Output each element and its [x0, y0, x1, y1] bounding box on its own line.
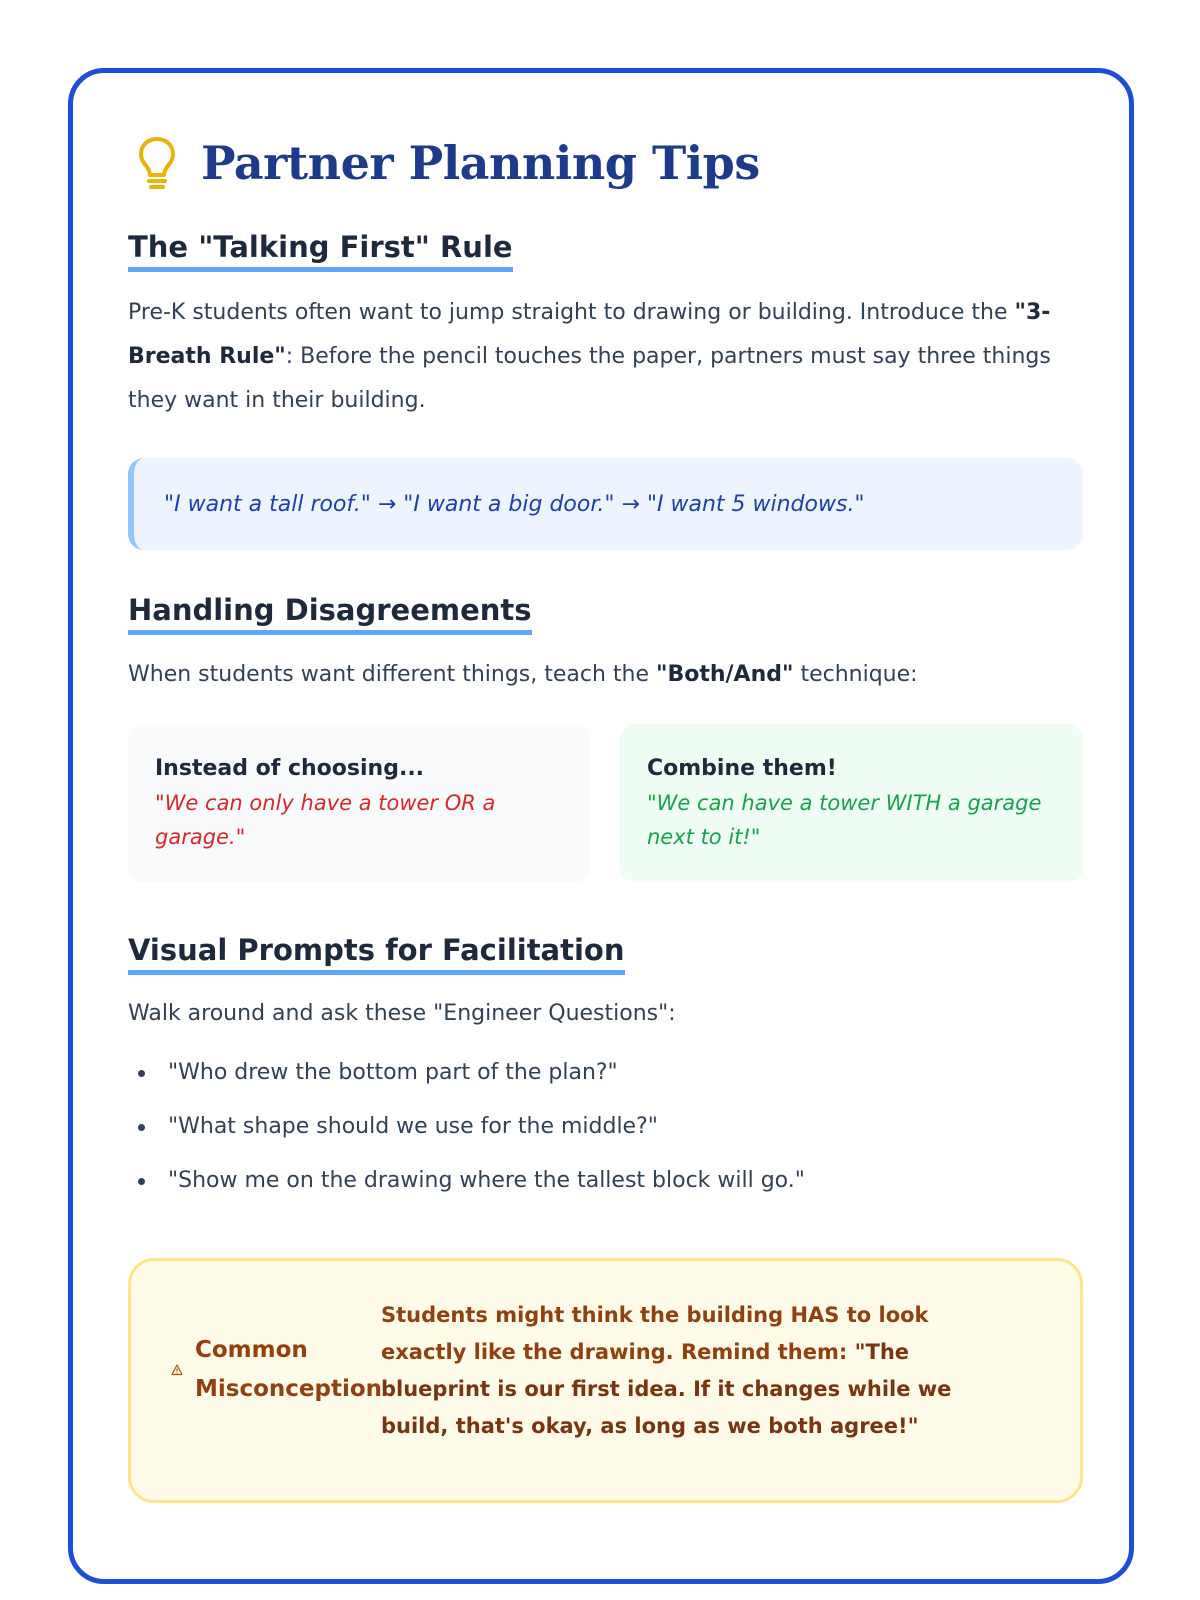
combine-text: "We can have a tower WITH a garage next to it!" [647, 791, 1042, 849]
callout-title: Common Misconception [195, 1337, 383, 1402]
talking-first-intro [128, 291, 1078, 423]
page-title: Partner Planning Tips [201, 136, 760, 190]
section-heading-talking-first: The "Talking First" Rule [128, 228, 513, 272]
visual-prompts-intro: Walk around and ask these "Engineer Questions": [128, 1001, 676, 1026]
question-list [128, 1055, 805, 1217]
intro-text-end: technique: [793, 662, 918, 687]
lightbulb-icon [135, 135, 179, 191]
section-heading-disagreements: Handling Disagreements [128, 591, 532, 635]
example-quote: "I want a tall roof." → "I want a big door." → "I want 5 windows." [128, 458, 1083, 550]
instead-title: Instead of choosing... [155, 756, 425, 781]
instead-card [128, 724, 591, 882]
bullet-icon [138, 1178, 145, 1185]
callout-text [381, 1297, 1021, 1445]
disagreements-intro [128, 653, 1078, 697]
question-text: "Show me on the drawing where the tallest block will go." [168, 1168, 805, 1193]
intro-text-end: : Before the pencil touches the paper, partners must say three things they want in their building. [128, 344, 1051, 413]
title-row [135, 135, 760, 191]
list-item [128, 1163, 805, 1199]
intro-text: Pre-K students often want to jump straight to drawing or building. Introduce the [128, 300, 1015, 325]
section-heading-visual-prompts: Visual Prompts for Facilitation [128, 931, 625, 975]
combine-title: Combine them! [647, 756, 837, 781]
warning-icon [171, 1364, 183, 1376]
instead-text: "We can only have a tower OR a garage." [155, 791, 496, 849]
intro-text: When students want different things, teach the [128, 662, 656, 687]
technique-name: "Both/And" [656, 662, 794, 687]
tips-card [68, 68, 1134, 1584]
list-item [128, 1109, 805, 1145]
misconception-callout [128, 1258, 1083, 1503]
list-item [128, 1055, 805, 1091]
combine-card [620, 724, 1083, 882]
question-text: "Who drew the bottom part of the plan?" [168, 1060, 618, 1085]
bullet-icon [138, 1124, 145, 1131]
callout-label [171, 1331, 383, 1409]
rule-name: "3-Breath Rule" [128, 300, 1051, 369]
bullet-icon [138, 1070, 145, 1077]
question-text: "What shape should we use for the middle?" [168, 1114, 658, 1139]
callout-emphasis: "The blueprint is our first idea. If it changes while we build, that's okay, as long as we both agree!" [381, 1340, 952, 1438]
callout-body: Students might think the building HAS to look exactly like the drawing. Remind them: [381, 1303, 929, 1364]
